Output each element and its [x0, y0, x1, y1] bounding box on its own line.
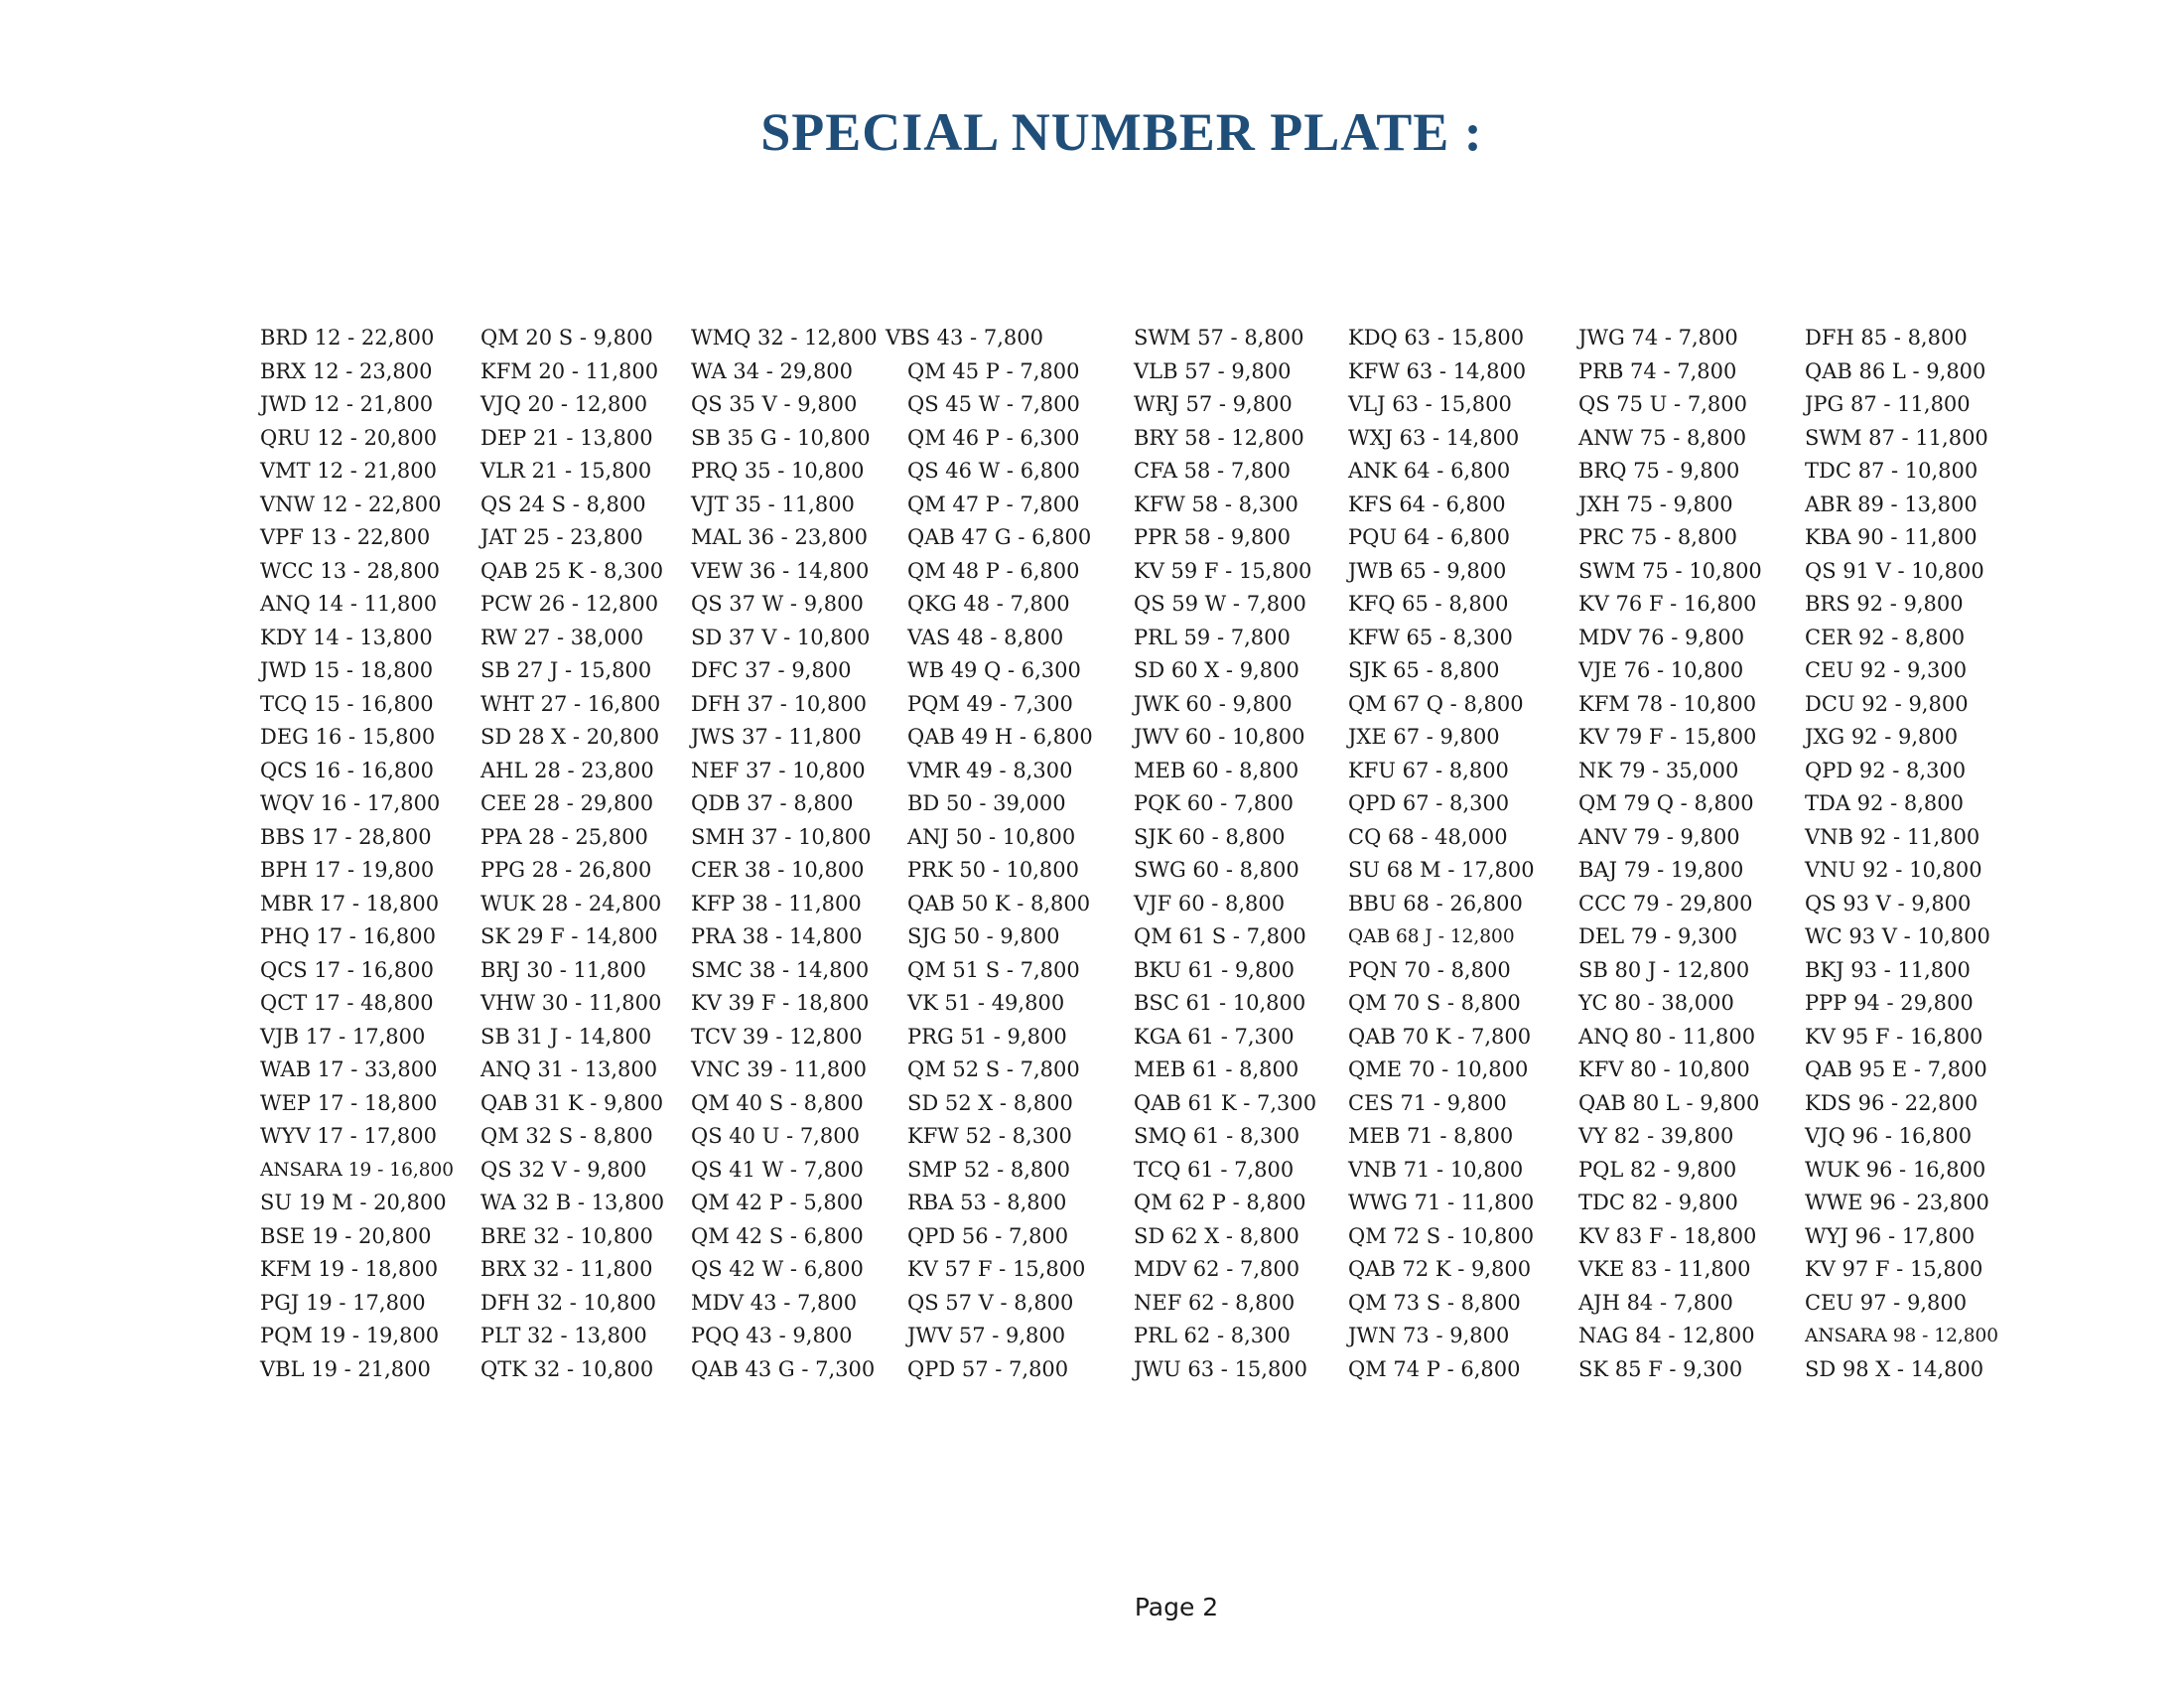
- plate-entry: KFW 65 - 8,300: [1348, 625, 1513, 649]
- plate-entry: WCC 13 - 28,800: [260, 558, 441, 583]
- plate-entry: AHL 28 - 23,800: [480, 758, 654, 782]
- plate-entry: KGA 61 - 7,300: [1134, 1024, 1295, 1049]
- plate-entry: PQU 64 - 6,800: [1348, 525, 1511, 549]
- plate-entry: NEF 62 - 8,800: [1134, 1290, 1296, 1315]
- plate-entry: TCQ 15 - 16,800: [260, 691, 434, 716]
- plate-entry: VNC 39 - 11,800: [691, 1057, 867, 1081]
- plate-entry: SMH 37 - 10,800: [691, 824, 872, 849]
- plate-entry: TDC 87 - 10,800: [1805, 459, 1979, 483]
- plate-entry: PPP 94 - 29,800: [1805, 991, 1974, 1015]
- plate-entry: QME 70 - 10,800: [1348, 1057, 1529, 1081]
- plate-entry: QM 72 S - 10,800: [1348, 1223, 1535, 1248]
- plate-entry: CQ 68 - 48,000: [1348, 824, 1508, 849]
- plate-entry: QM 48 P - 6,800: [907, 558, 1080, 583]
- plate-entry: JWD 15 - 18,800: [260, 658, 434, 682]
- plate-entry: QM 61 S - 7,800: [1134, 924, 1306, 948]
- plate-entry: SWM 57 - 8,800: [1134, 326, 1304, 350]
- plate-entry: WEP 17 - 18,800: [260, 1090, 438, 1115]
- plate-entry: ABR 89 - 13,800: [1805, 492, 1978, 516]
- plate-entry: VAS 48 - 8,800: [907, 625, 1064, 649]
- plate-entry: SWM 75 - 10,800: [1578, 558, 1762, 583]
- plate-entry: KDY 14 - 13,800: [260, 625, 433, 649]
- plate-entry: PQK 60 - 7,800: [1134, 791, 1294, 815]
- plate-entry: QM 20 S - 9,800: [480, 326, 653, 350]
- plate-entry: QAB 50 K - 8,800: [907, 891, 1091, 915]
- plate-entry: KBA 90 - 11,800: [1805, 525, 1978, 549]
- plate-entry: AJH 84 - 7,800: [1578, 1290, 1733, 1315]
- plate-entry: BRY 58 - 12,800: [1134, 425, 1304, 450]
- plate-entry: PPG 28 - 26,800: [480, 858, 652, 882]
- plate-entry: SB 35 G - 10,800: [691, 425, 871, 450]
- plate-entry: QAB 72 K - 9,800: [1348, 1257, 1532, 1281]
- plate-entry: QPD 57 - 7,800: [907, 1356, 1069, 1381]
- plate-entry: BKU 61 - 9,800: [1134, 957, 1296, 982]
- plate-entry: QAB 80 L - 9,800: [1578, 1090, 1760, 1115]
- plate-entry: QCS 16 - 16,800: [260, 758, 434, 782]
- plate-entry: PRL 62 - 8,300: [1134, 1324, 1291, 1347]
- plate-entry: NEF 37 - 10,800: [691, 758, 866, 782]
- plate-entry: QAB 25 K - 8,300: [480, 558, 664, 583]
- plate-entry: RBA 53 - 8,800: [907, 1191, 1067, 1214]
- plate-entry: SD 28 X - 20,800: [480, 725, 660, 749]
- plate-entry: PRL 59 - 7,800: [1134, 625, 1291, 649]
- plate-entry: KFM 20 - 11,800: [480, 358, 659, 383]
- plate-entry: BPH 17 - 19,800: [260, 858, 435, 882]
- plate-entry: JWD 12 - 21,800: [260, 392, 434, 416]
- plate-entry: QM 73 S - 8,800: [1348, 1290, 1521, 1315]
- plate-entry: BRE 32 - 10,800: [480, 1223, 653, 1248]
- plate-entry: QS 40 U - 7,800: [691, 1124, 860, 1148]
- plate-entry: RW 27 - 38,000: [480, 625, 644, 649]
- plate-entry: VJB 17 - 17,800: [260, 1024, 426, 1049]
- plate-entry: SMC 38 - 14,800: [691, 957, 870, 982]
- plate-entry: MBR 17 - 18,800: [260, 891, 440, 915]
- plate-entry: JWN 73 - 9,800: [1348, 1324, 1510, 1347]
- plate-entry: WMQ 32 - 12,800: [691, 326, 878, 350]
- plate-entry: QS 37 W - 9,800: [691, 592, 864, 616]
- plate-entry: SB 31 J - 14,800: [480, 1024, 652, 1049]
- plate-entry: MEB 60 - 8,800: [1134, 758, 1299, 782]
- plate-entry: QS 75 U - 7,800: [1578, 392, 1747, 416]
- plate-entry: WXJ 63 - 14,800: [1348, 425, 1520, 450]
- plate-entry: QS 35 V - 9,800: [691, 392, 858, 416]
- page-number: Page 2: [1134, 1593, 1219, 1621]
- plate-entry: QM 74 P - 6,800: [1348, 1356, 1521, 1381]
- plate-entry: TCV 39 - 12,800: [691, 1024, 863, 1049]
- plate-entry: QS 32 V - 9,800: [480, 1157, 647, 1182]
- plate-entry: KV 59 F - 15,800: [1134, 558, 1312, 583]
- plate-entry: ANQ 80 - 11,800: [1578, 1024, 1756, 1049]
- plate-entry: VNW 12 - 22,800: [260, 492, 442, 516]
- plate-entry: QCT 17 - 48,800: [260, 991, 434, 1015]
- plate-entry: SB 27 J - 15,800: [480, 658, 652, 682]
- plate-entry: ANSARA 98 - 12,800: [1805, 1326, 1999, 1346]
- plate-entry: QDB 37 - 8,800: [691, 791, 854, 815]
- plate-entry: BSE 19 - 20,800: [260, 1223, 432, 1248]
- plate-entry: BBS 17 - 28,800: [260, 824, 432, 849]
- plate-entry: SJK 60 - 8,800: [1134, 824, 1286, 849]
- plate-column-5: [1134, 322, 1316, 1386]
- plate-entry: KV 76 F - 16,800: [1578, 592, 1757, 616]
- plate-entry: BRX 32 - 11,800: [480, 1257, 653, 1281]
- plate-entry: BRS 92 - 9,800: [1805, 592, 1964, 616]
- plate-column-2: [480, 322, 664, 1386]
- plate-entry: WA 34 - 29,800: [691, 358, 854, 383]
- plate-entry: QAB 49 H - 6,800: [907, 725, 1093, 749]
- plate-entry: BKJ 93 - 11,800: [1805, 957, 1971, 982]
- plate-entry: JXH 75 - 9,800: [1578, 492, 1733, 516]
- plate-entry: QM 42 S - 6,800: [691, 1223, 864, 1248]
- plate-entry: QM 40 S - 8,800: [691, 1090, 864, 1115]
- plate-entry: CFA 58 - 7,800: [1134, 459, 1291, 483]
- plate-entry: SJK 65 - 8,800: [1348, 658, 1500, 682]
- plate-entry: PRB 74 - 7,800: [1578, 358, 1737, 383]
- plate-entry: QTK 32 - 10,800: [480, 1356, 654, 1381]
- plate-column-4: [886, 322, 1093, 1386]
- plate-entry: CEU 92 - 9,300: [1805, 658, 1968, 682]
- plate-entry: BAJ 79 - 19,800: [1578, 858, 1744, 882]
- plate-entry: CER 92 - 8,800: [1805, 625, 1966, 649]
- plate-entry: KFM 19 - 18,800: [260, 1257, 439, 1281]
- plate-entry: WUK 96 - 16,800: [1805, 1157, 1986, 1182]
- plate-entry: QS 42 W - 6,800: [691, 1257, 864, 1281]
- plate-entry: SMP 52 - 8,800: [907, 1157, 1070, 1182]
- plate-entry: QM 52 S - 7,800: [907, 1057, 1080, 1081]
- plate-entry: PRK 50 - 10,800: [907, 858, 1079, 882]
- plate-column-1: [260, 322, 454, 1386]
- plate-entry: BRJ 30 - 11,800: [480, 957, 646, 982]
- plate-entry: MDV 76 - 9,800: [1578, 625, 1745, 649]
- plate-entry: MDV 62 - 7,800: [1134, 1257, 1300, 1281]
- plate-entry: TDA 92 - 8,800: [1805, 791, 1964, 815]
- plate-entry: BSC 61 - 10,800: [1134, 991, 1306, 1015]
- plate-entry: ANJ 50 - 10,800: [907, 824, 1076, 849]
- plate-entry: JWB 65 - 9,800: [1348, 558, 1507, 583]
- plate-entry: QAB 70 K - 7,800: [1348, 1024, 1532, 1049]
- plate-entry: QS 24 S - 8,800: [480, 492, 646, 516]
- plate-entry: QAB 61 K - 7,300: [1134, 1090, 1317, 1115]
- plate-entry: QM 70 S - 8,800: [1348, 991, 1521, 1015]
- plate-entry: ANK 64 - 6,800: [1348, 459, 1511, 483]
- plate-entry: SD 98 X - 14,800: [1805, 1356, 1984, 1381]
- plate-entry: WQV 16 - 17,800: [260, 791, 441, 815]
- plate-entry: DCU 92 - 9,800: [1805, 691, 1969, 716]
- plate-entry: QS 57 V - 8,800: [907, 1290, 1074, 1315]
- plate-entry: KFM 78 - 10,800: [1578, 691, 1757, 716]
- plate-entry: VMR 49 - 8,300: [907, 758, 1073, 782]
- plate-entry: JWU 63 - 15,800: [1134, 1356, 1308, 1381]
- plate-column-8: [1805, 322, 1998, 1386]
- plate-entry: QAB 43 G - 7,300: [691, 1356, 876, 1381]
- plate-entry: SD 62 X - 8,800: [1134, 1223, 1299, 1248]
- plate-entry: WHT 27 - 16,800: [480, 691, 661, 716]
- plate-entry: PCW 26 - 12,800: [480, 592, 659, 616]
- plate-entry: PLT 32 - 13,800: [480, 1324, 647, 1347]
- plate-entry: KFU 67 - 8,800: [1348, 758, 1509, 782]
- plate-entry: YC 80 - 38,000: [1578, 991, 1734, 1015]
- plate-entry: WB 49 Q - 6,300: [907, 658, 1081, 682]
- plate-entry: QM 51 S - 7,800: [907, 957, 1080, 982]
- plate-entry: PRA 38 - 14,800: [691, 924, 863, 948]
- plate-entry: PRQ 35 - 10,800: [691, 459, 865, 483]
- plate-entry: WC 93 V - 10,800: [1805, 924, 1990, 948]
- plate-entry: SD 37 V - 10,800: [691, 625, 871, 649]
- plate-column-3: [691, 322, 878, 1386]
- plate-entry: SJG 50 - 9,800: [907, 924, 1060, 948]
- plate-entry: CES 71 - 9,800: [1348, 1090, 1507, 1115]
- plate-entry: QAB 31 K - 9,800: [480, 1090, 664, 1115]
- plate-entry: WWE 96 - 23,800: [1805, 1191, 1989, 1214]
- plate-entry: QPD 92 - 8,300: [1805, 758, 1967, 782]
- plate-entry: VJT 35 - 11,800: [691, 492, 855, 516]
- plate-entry: KFQ 65 - 8,800: [1348, 592, 1509, 616]
- plate-entry: MEB 71 - 8,800: [1348, 1124, 1514, 1148]
- plate-entry: JAT 25 - 23,800: [480, 525, 643, 549]
- plate-entry: VMT 12 - 21,800: [260, 459, 437, 483]
- plate-entry: BD 50 - 39,000: [907, 791, 1066, 815]
- plate-entry: PQQ 43 - 9,800: [691, 1324, 853, 1347]
- plate-entry: JWV 60 - 10,800: [1134, 725, 1305, 749]
- plate-entry: JWG 74 - 7,800: [1578, 326, 1738, 350]
- plate-entry: ANW 75 - 8,800: [1578, 425, 1747, 450]
- plate-entry: DEL 79 - 9,300: [1578, 924, 1738, 948]
- plate-entry: DEG 16 - 15,800: [260, 725, 436, 749]
- plate-entry: VY 82 - 39,800: [1578, 1124, 1734, 1148]
- plate-entry: SB 80 J - 12,800: [1578, 957, 1750, 982]
- plate-entry: VJQ 20 - 12,800: [480, 392, 648, 416]
- plate-entry: WAB 17 - 33,800: [260, 1057, 438, 1081]
- plate-entry: KV 95 F - 16,800: [1805, 1024, 1983, 1049]
- plate-entry: QS 91 V - 10,800: [1805, 558, 1984, 583]
- plate-entry: SD 60 X - 9,800: [1134, 658, 1299, 682]
- plate-entry: QPD 67 - 8,300: [1348, 791, 1510, 815]
- plate-entry: WWG 71 - 11,800: [1348, 1191, 1535, 1214]
- plate-entry: TDC 82 - 9,800: [1578, 1191, 1738, 1214]
- plate-entry: KFW 52 - 8,300: [907, 1124, 1072, 1148]
- plate-entry: BBU 68 - 26,800: [1348, 891, 1523, 915]
- plate-entry: QPD 56 - 7,800: [907, 1223, 1069, 1248]
- plate-entry: SMQ 61 - 8,300: [1134, 1124, 1300, 1148]
- plate-entry: SWM 87 - 11,800: [1805, 425, 1988, 450]
- plate-entry: QS 93 V - 9,800: [1805, 891, 1972, 915]
- plate-entry: WRJ 57 - 9,800: [1134, 392, 1293, 416]
- plate-entry: SK 29 F - 14,800: [480, 924, 658, 948]
- plate-entry: DFC 37 - 9,800: [691, 658, 852, 682]
- plate-entry: ANV 79 - 9,800: [1578, 824, 1740, 849]
- plate-entry: QKG 48 - 7,800: [907, 592, 1070, 616]
- plate-entry: WYV 17 - 17,800: [260, 1124, 437, 1148]
- plate-entry: NK 79 - 35,000: [1578, 758, 1739, 782]
- plate-entry: VNU 92 - 10,800: [1805, 858, 1982, 882]
- plate-entry: QAB 47 G - 6,800: [907, 525, 1092, 549]
- plate-entry: QCS 17 - 16,800: [260, 957, 434, 982]
- plate-entry: KFS 64 - 6,800: [1348, 492, 1506, 516]
- plate-entry: KV 57 F - 15,800: [907, 1257, 1086, 1281]
- plate-entry: ANQ 14 - 11,800: [260, 592, 438, 616]
- plate-entry: CEU 97 - 9,800: [1805, 1290, 1968, 1315]
- plate-entry: CEE 28 - 29,800: [480, 791, 654, 815]
- plate-entry: VPF 13 - 22,800: [260, 525, 431, 549]
- plate-entry: PGJ 19 - 17,800: [260, 1290, 426, 1315]
- plate-entry: QM 32 S - 8,800: [480, 1124, 653, 1148]
- plate-entry: DFH 32 - 10,800: [480, 1290, 657, 1315]
- plate-entry: VNB 71 - 10,800: [1348, 1157, 1524, 1182]
- plate-entry: JWK 60 - 9,800: [1134, 691, 1293, 716]
- plate-entry: QAB 95 E - 7,800: [1805, 1057, 1987, 1081]
- plate-entry: VBL 19 - 21,800: [260, 1356, 431, 1381]
- plate-entry: SU 19 M - 20,800: [260, 1191, 447, 1214]
- plate-entry: QS 41 W - 7,800: [691, 1157, 864, 1182]
- plate-entry: QS 45 W - 7,800: [907, 392, 1080, 416]
- plate-entry: KV 83 F - 18,800: [1578, 1223, 1757, 1248]
- plate-entry: CCC 79 - 29,800: [1578, 891, 1753, 915]
- plate-entry: KFW 63 - 14,800: [1348, 358, 1527, 383]
- plate-entry: QS 46 W - 6,800: [907, 459, 1080, 483]
- plate-entry: VLB 57 - 9,800: [1134, 358, 1292, 383]
- plate-entry: VK 51 - 49,800: [907, 991, 1065, 1015]
- plate-entry: WUK 28 - 24,800: [480, 891, 662, 915]
- plate-entry: VEW 36 - 14,800: [691, 558, 870, 583]
- plate-entry: SD 52 X - 8,800: [907, 1090, 1073, 1115]
- plate-entry: PHQ 17 - 16,800: [260, 924, 436, 948]
- plate-entry: BRQ 75 - 9,800: [1578, 459, 1740, 483]
- plate-entry: BRD 12 - 22,800: [260, 326, 435, 350]
- plate-entry: VJQ 96 - 16,800: [1805, 1124, 1973, 1148]
- plate-entry: PPR 58 - 9,800: [1134, 525, 1292, 549]
- plate-entry: PQM 49 - 7,300: [907, 691, 1073, 716]
- plate-entry: VNB 92 - 11,800: [1805, 824, 1980, 849]
- plate-entry: TCQ 61 - 7,800: [1134, 1157, 1295, 1182]
- plate-list: [0, 322, 2184, 1414]
- plate-entry: VBS 43 - 7,800: [886, 326, 1043, 350]
- plate-entry: KDS 96 - 22,800: [1805, 1090, 1979, 1115]
- plate-entry: JPG 87 - 11,800: [1805, 392, 1971, 416]
- plate-entry: SWG 60 - 8,800: [1134, 858, 1299, 882]
- plate-entry: WYJ 96 - 17,800: [1805, 1223, 1976, 1248]
- plate-entry: BRX 12 - 23,800: [260, 358, 433, 383]
- plate-entry: KV 79 F - 15,800: [1578, 725, 1757, 749]
- plate-entry: QM 62 P - 8,800: [1134, 1191, 1306, 1214]
- plate-entry: MAL 36 - 23,800: [691, 525, 868, 549]
- plate-entry: KDQ 63 - 15,800: [1348, 326, 1525, 350]
- plate-entry: MDV 43 - 7,800: [691, 1290, 858, 1315]
- plate-entry: NAG 84 - 12,800: [1578, 1324, 1755, 1347]
- plate-entry: QAB 86 L - 9,800: [1805, 358, 1986, 383]
- plate-entry: QRU 12 - 20,800: [260, 425, 438, 450]
- plate-entry: KFP 38 - 11,800: [691, 891, 862, 915]
- plate-column-6: [1348, 322, 1535, 1386]
- plate-entry: PQL 82 - 9,800: [1578, 1157, 1737, 1182]
- plate-entry: ANSARA 19 - 16,800: [260, 1159, 455, 1181]
- plate-entry: VLR 21 - 15,800: [480, 459, 652, 483]
- plate-entry: QM 79 Q - 8,800: [1578, 791, 1754, 815]
- plate-entry: DFH 85 - 8,800: [1805, 326, 1968, 350]
- plate-entry: DEP 21 - 13,800: [480, 425, 653, 450]
- plate-entry: PPA 28 - 25,800: [480, 824, 648, 849]
- page-title: SPECIAL NUMBER PLATE :: [760, 102, 1483, 162]
- plate-entry: QM 46 P - 6,300: [907, 425, 1080, 450]
- plate-entry: SK 85 F - 9,300: [1578, 1356, 1743, 1381]
- plate-column-7: [1578, 322, 1762, 1386]
- plate-entry: QM 67 Q - 8,800: [1348, 691, 1524, 716]
- plate-entry: QAB 68 J - 12,800: [1348, 926, 1515, 947]
- plate-entry: JXE 67 - 9,800: [1348, 725, 1500, 749]
- plate-entry: KV 97 F - 15,800: [1805, 1257, 1983, 1281]
- plate-entry: KV 39 F - 18,800: [691, 991, 870, 1015]
- plate-entry: CER 38 - 10,800: [691, 858, 865, 882]
- plate-entry: VKE 83 - 11,800: [1578, 1257, 1751, 1281]
- plate-entry: QM 42 P - 5,800: [691, 1191, 864, 1214]
- plate-entry: MEB 61 - 8,800: [1134, 1057, 1299, 1081]
- plate-entry: QM 45 P - 7,800: [907, 358, 1080, 383]
- plate-entry: VHW 30 - 11,800: [480, 991, 662, 1015]
- plate-entry: JWS 37 - 11,800: [691, 725, 862, 749]
- plate-entry: JWV 57 - 9,800: [907, 1324, 1066, 1347]
- plate-entry: VJE 76 - 10,800: [1578, 658, 1744, 682]
- plate-entry: PRG 51 - 9,800: [907, 1024, 1067, 1049]
- plate-entry: VLJ 63 - 15,800: [1348, 392, 1512, 416]
- plate-entry: QM 47 P - 7,800: [907, 492, 1080, 516]
- plate-entry: PQN 70 - 8,800: [1348, 957, 1511, 982]
- plate-entry: QS 59 W - 7,800: [1134, 592, 1306, 616]
- plate-entry: DFH 37 - 10,800: [691, 691, 868, 716]
- plate-entry: PRC 75 - 8,800: [1578, 525, 1737, 549]
- plate-entry: KFV 80 - 10,800: [1578, 1057, 1750, 1081]
- plate-entry: ANQ 31 - 13,800: [480, 1057, 658, 1081]
- plate-entry: SU 68 M - 17,800: [1348, 858, 1535, 882]
- plate-entry: PQM 19 - 19,800: [260, 1324, 440, 1347]
- plate-entry: JXG 92 - 9,800: [1805, 725, 1959, 749]
- plate-entry: WA 32 B - 13,800: [480, 1191, 665, 1214]
- plate-entry: VJF 60 - 8,800: [1134, 891, 1286, 915]
- plate-entry: KFW 58 - 8,300: [1134, 492, 1298, 516]
